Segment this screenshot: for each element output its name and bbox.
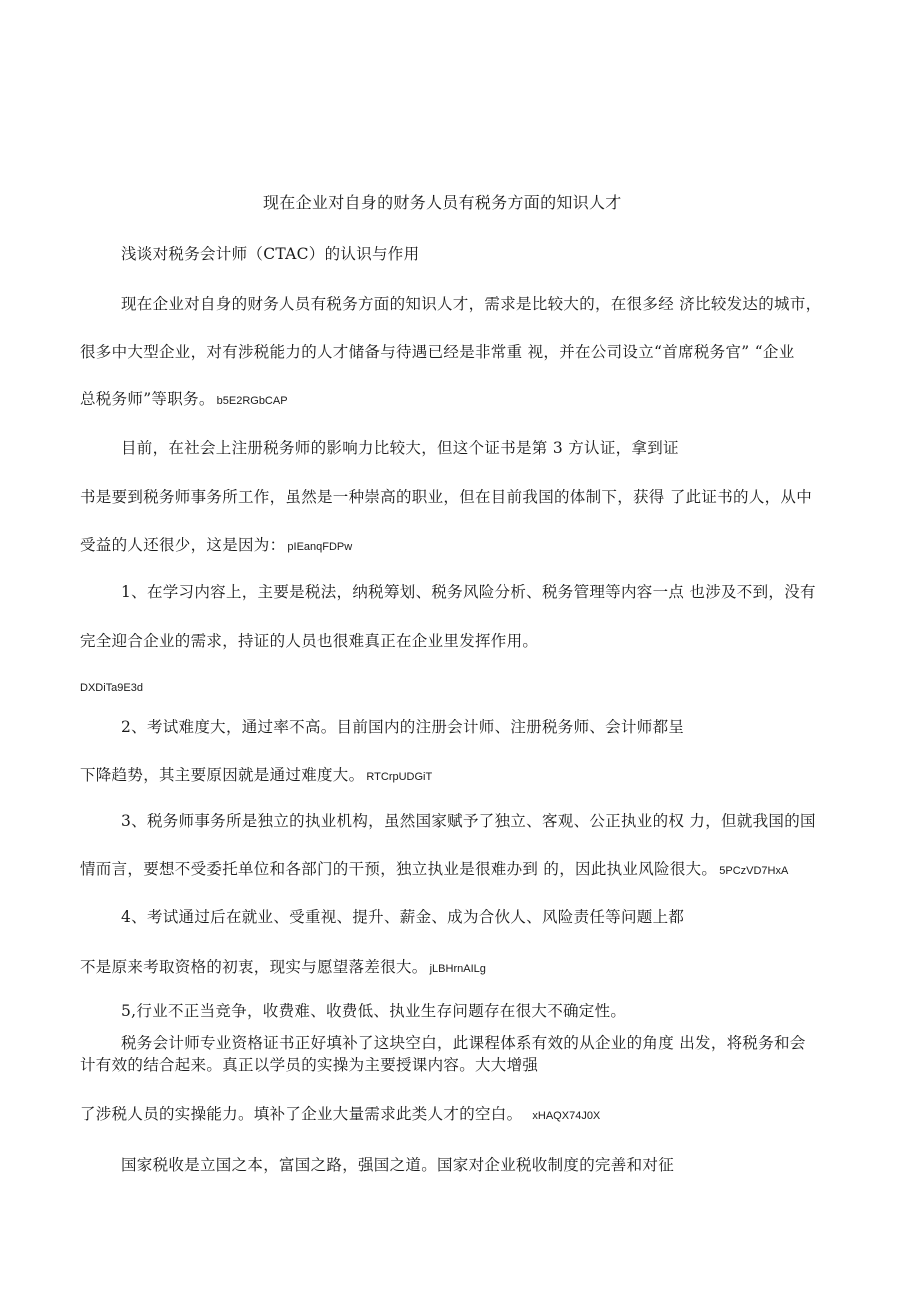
list-item-line: 1、在学习内容上，主要是税法，纳税筹划、税务风险分析、税务管理等内容一点 也涉及不到，没有 bbox=[121, 583, 816, 601]
paragraph-line: 国家税收是立国之本，富国之路，强国之道。国家对企业税收制度的完善和对征 bbox=[121, 1156, 675, 1174]
list-item-line bbox=[80, 957, 486, 979]
doc-code: RTCrpUDGiT bbox=[366, 771, 433, 783]
doc-code: pIEanqFDPw bbox=[287, 541, 353, 553]
list-item-line bbox=[80, 859, 788, 881]
paragraph-line: 目前，在社会上注册税务师的影响力比较大，但这个证书是第 3 方认证，拿到证 bbox=[121, 439, 679, 457]
paragraph-line: 很多中大型企业，对有涉税能力的人才储备与待遇已经是非常重 视，并在公司设立“首席税务官” “企业 bbox=[80, 343, 795, 361]
doc-code: xHAQX74J0X bbox=[532, 1110, 601, 1122]
paragraph-text: 情而言，要想不受委托单位和各部门的干预，独立执业是很难办到 的，因此执业风险很大。 bbox=[80, 860, 718, 878]
doc-code: b5E2RGbCAP bbox=[216, 395, 288, 407]
document-subtitle: 浅谈对税务会计师（CTAC）的认识与作用 bbox=[121, 245, 420, 263]
paragraph-text: 受益的人还很少，这是因为： bbox=[80, 536, 286, 554]
document-title: 现在企业对自身的财务人员有税务方面的知识人才 bbox=[263, 193, 622, 212]
list-item-line: 4、考试通过后在就业、受重视、提升、薪金、成为合伙人、风险责任等问题上都 bbox=[121, 908, 685, 926]
paragraph-line: 书是要到税务师事务所工作，虽然是一种崇高的职业，但在目前我国的体制下，获得 了此证书的人，从中 bbox=[80, 488, 813, 506]
list-item-line: 完全迎合企业的需求，持证的人员也很难真正在企业里发挥作用。 bbox=[80, 632, 539, 650]
paragraph-line: 现在企业对自身的财务人员有税务方面的知识人才，需求是比较大的，在很多经 济比较发达的城市， bbox=[121, 295, 822, 313]
doc-code: 5PCzVD7HxA bbox=[719, 865, 789, 877]
list-item-line: 2、考试难度大，通过率不高。目前国内的注册会计师、注册税务师、会计师都呈 bbox=[121, 718, 685, 736]
paragraph-line bbox=[80, 389, 288, 411]
paragraph-line: 计有效的结合起来。真正以学员的实操为主要授课内容。大大增强 bbox=[80, 1056, 539, 1074]
doc-code: DXDiTa9E3d bbox=[80, 682, 143, 694]
doc-code: jLBHrnAILg bbox=[429, 963, 486, 975]
paragraph-text: 总税务师”等职务。 bbox=[80, 390, 215, 408]
paragraph-line bbox=[80, 535, 352, 557]
paragraph-line: 税务会计师专业资格证书正好填补了这块空白，此课程体系有效的从企业的角度 出发，将税务和会 bbox=[121, 1034, 806, 1052]
paragraph-line bbox=[80, 1104, 600, 1126]
paragraph-text: 下降趋势，其主要原因就是通过难度大。 bbox=[80, 766, 365, 784]
list-item-line bbox=[80, 765, 432, 787]
paragraph-text: 不是原来考取资格的初衷，现实与愿望落差很大。 bbox=[80, 958, 428, 976]
list-item-line: 3、税务师事务所是独立的执业机构，虽然国家赋予了独立、客观、公正执业的权 力，但就我国的国 bbox=[121, 812, 816, 830]
list-item-line: 5,行业不正当竞争，收费难、收费低、执业生存问题存在很大不确定性。 bbox=[121, 1002, 627, 1020]
paragraph-text: 了涉税人员的实操能力。填补了企业大量需求此类人才的空白。 bbox=[80, 1105, 523, 1123]
